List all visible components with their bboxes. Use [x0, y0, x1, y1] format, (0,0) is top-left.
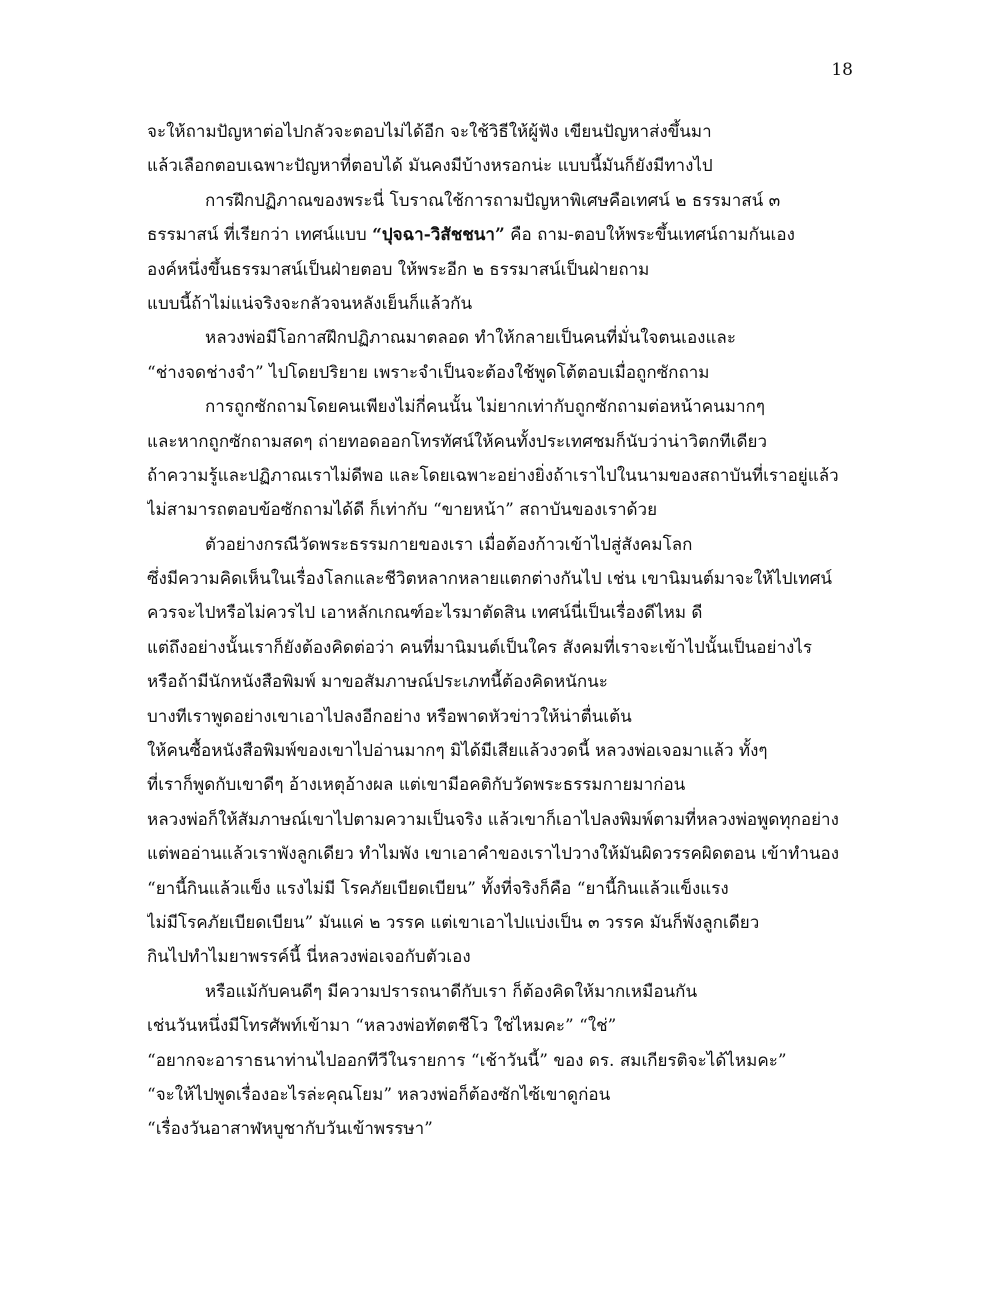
text-line: “อยากจะอาราธนาท่านไปออกทีวีในรายการ “เช้าวันนี้” ของ ดร. สมเกียรติจะได้ไหมคะ” — [147, 1050, 787, 1071]
text-line: กินไปทำไมยาพรรค์นี้ นี่หลวงพ่อเจอกับตัวเอง — [147, 947, 471, 968]
text-line: และหากถูกซักถามสดๆ ถ่ายทอดออกโทรทัศน์ให้คนทั้งประเทศชมก็นับว่าน่าวิตกทีเดียว — [147, 431, 768, 452]
text-line: ควรจะไปหรือไม่ควรไป เอาหลักเกณฑ์อะไรมาตัดสิน เทศน์นี่เป็นเรื่องดีไหม ดี — [147, 603, 703, 624]
page-number: 18 — [831, 60, 853, 80]
paragraph-start-line: หรือแม้กับคนดีๆ มีความปรารถนาดีกับเรา ก็ต้องคิดให้มากเหมือนกัน — [205, 981, 698, 1002]
text-line: “จะให้ไปพูดเรื่องอะไรล่ะคุณโยม” หลวงพ่อก็ต้องซักไซ้เขาดูก่อน — [147, 1084, 611, 1105]
text-segment: คือ ถาม-ตอบให้พระขึ้นเทศน์ถามกันเอง — [504, 225, 795, 246]
text-line: บางทีเราพูดอย่างเขาเอาไปลงอีกอย่าง หรือพาดหัวข่าวให้น่าตื่นเต้น — [147, 706, 632, 727]
paragraph-start-line: หลวงพ่อมีโอกาสฝึกปฏิภาณมาตลอด ทำให้กลายเป็นคนที่มั่นใจตนเองและ — [205, 328, 736, 349]
text-line: หลวงพ่อก็ให้สัมภาษณ์เขาไปตามความเป็นจริง แล้วเขาก็เอาไปลงพิมพ์ตามที่หลวงพ่อพูดทุกอย่าง — [147, 809, 839, 830]
text-line: ถ้าความรู้และปฏิภาณเราไม่ดีพอ และโดยเฉพาะอย่างยิ่งถ้าเราไปในนามของสถาบันที่เราอยู่แล้ว — [147, 465, 839, 486]
text-line: “ยานี้กินแล้วแข็ง แรงไม่มี โรคภัยเบียดเบียน” ทั้งที่จริงก็คือ “ยานี้กินแล้วแข็งแรง — [147, 878, 729, 899]
text-line: “เรื่องวันอาสาฬหบูชากับวันเข้าพรรษา” — [147, 1119, 433, 1140]
text-line: ไม่สามารถตอบข้อซักถามได้ดี ก็เท่ากับ “ขายหน้า” สถาบันของเราด้วย — [147, 500, 658, 521]
text-segment: ธรรมาสน์ ที่เรียกว่า เทศน์แบบ — [147, 225, 373, 246]
text-line: แบบนี้ถ้าไม่แน่จริงจะกลัวจนหลังเย็นก็แล้วกัน — [147, 293, 473, 314]
text-line: ที่เราก็พูดกับเขาดีๆ อ้างเหตุอ้างผล แต่เขามีอคติกับวัดพระธรรมกายมาก่อน — [147, 775, 686, 796]
text-line: “ช่างจดช่างจำ” ไปโดยปริยาย เพราะจำเป็นจะต้องใช้พูดโต้ตอบเมื่อถูกซักถาม — [147, 362, 710, 383]
text-line: องค์หนึ่งขึ้นธรรมาสน์เป็นฝ่ายตอบ ให้พระอีก ๒ ธรรมาสน์เป็นฝ่ายถาม — [147, 259, 650, 280]
text-line: แล้วเลือกตอบเฉพาะปัญหาที่ตอบได้ มันคงมีบ้างหรอกน่ะ แบบนี้มันก็ยังมีทางไป — [147, 156, 713, 177]
text-line: ซึ่งมีความคิดเห็นในเรื่องโลกและชีวิตหลากหลายแตกต่างกันไป เช่น เขานิมนต์มาจะให้ไปเทศน์ — [147, 569, 832, 590]
paragraph-start-line: การฝึกปฏิภาณของพระนี่ โบราณใช้การถามปัญหาพิเศษคือเทศน์ ๒ ธรรมาสน์ ๓ — [205, 190, 781, 211]
text-line: แต่ถึงอย่างนั้นเราก็ยังต้องคิดต่อว่า คนที่มานิมนต์เป็นใคร สังคมที่เราจะเข้าไปนั้นเป็นอย่างไร — [147, 637, 812, 658]
text-line: แต่พออ่านแล้วเราพังลูกเดียว ทำไมพัง เขาเอาคำของเราไปวางให้มันผิดวรรคผิดตอน เข้าทำนอง — [147, 844, 840, 865]
text-line-with-emphasis — [147, 218, 862, 252]
text-line: ให้คนซื้อหนังสือพิมพ์ของเขาไปอ่านมากๆ มิได้มีเสียแล้วงวดนี้ หลวงพ่อเจอมาแล้ว ทั้งๆ — [147, 741, 768, 762]
text-line: เช่นวันหนึ่งมีโทรศัพท์เข้ามา “หลวงพ่อทัตตชีโว ใช่ไหมคะ” “ใช่” — [147, 1016, 617, 1037]
text-line: จะให้ถามปัญหาต่อไปกลัวจะตอบไม่ได้อีก จะใช้วิธีให้ผู้ฟัง เขียนปัญหาส่งขึ้นมา — [147, 122, 712, 142]
bold-term: “ปุจฉา-วิสัชชนา” — [372, 225, 505, 246]
body-text — [147, 115, 862, 1147]
paragraph-start-line: ตัวอย่างกรณีวัดพระธรรมกายของเรา เมื่อต้องก้าวเข้าไปสู่สังคมโลก — [205, 534, 693, 555]
paragraph-start-line: การถูกซักถามโดยคนเพียงไม่กี่คนนั้น ไม่ยากเท่ากับถูกซักถามต่อหน้าคนมากๆ — [205, 397, 765, 418]
text-line: ไม่มีโรคภัยเบียดเบียน” มันแค่ ๒ วรรค แต่เขาเอาไปแบ่งเป็น ๓ วรรค มันก็พังลูกเดียว — [147, 912, 760, 933]
text-line: หรือถ้ามีนักหนังสือพิมพ์ มาขอสัมภาษณ์ประเภทนี้ต้องคิดหนักนะ — [147, 672, 608, 693]
